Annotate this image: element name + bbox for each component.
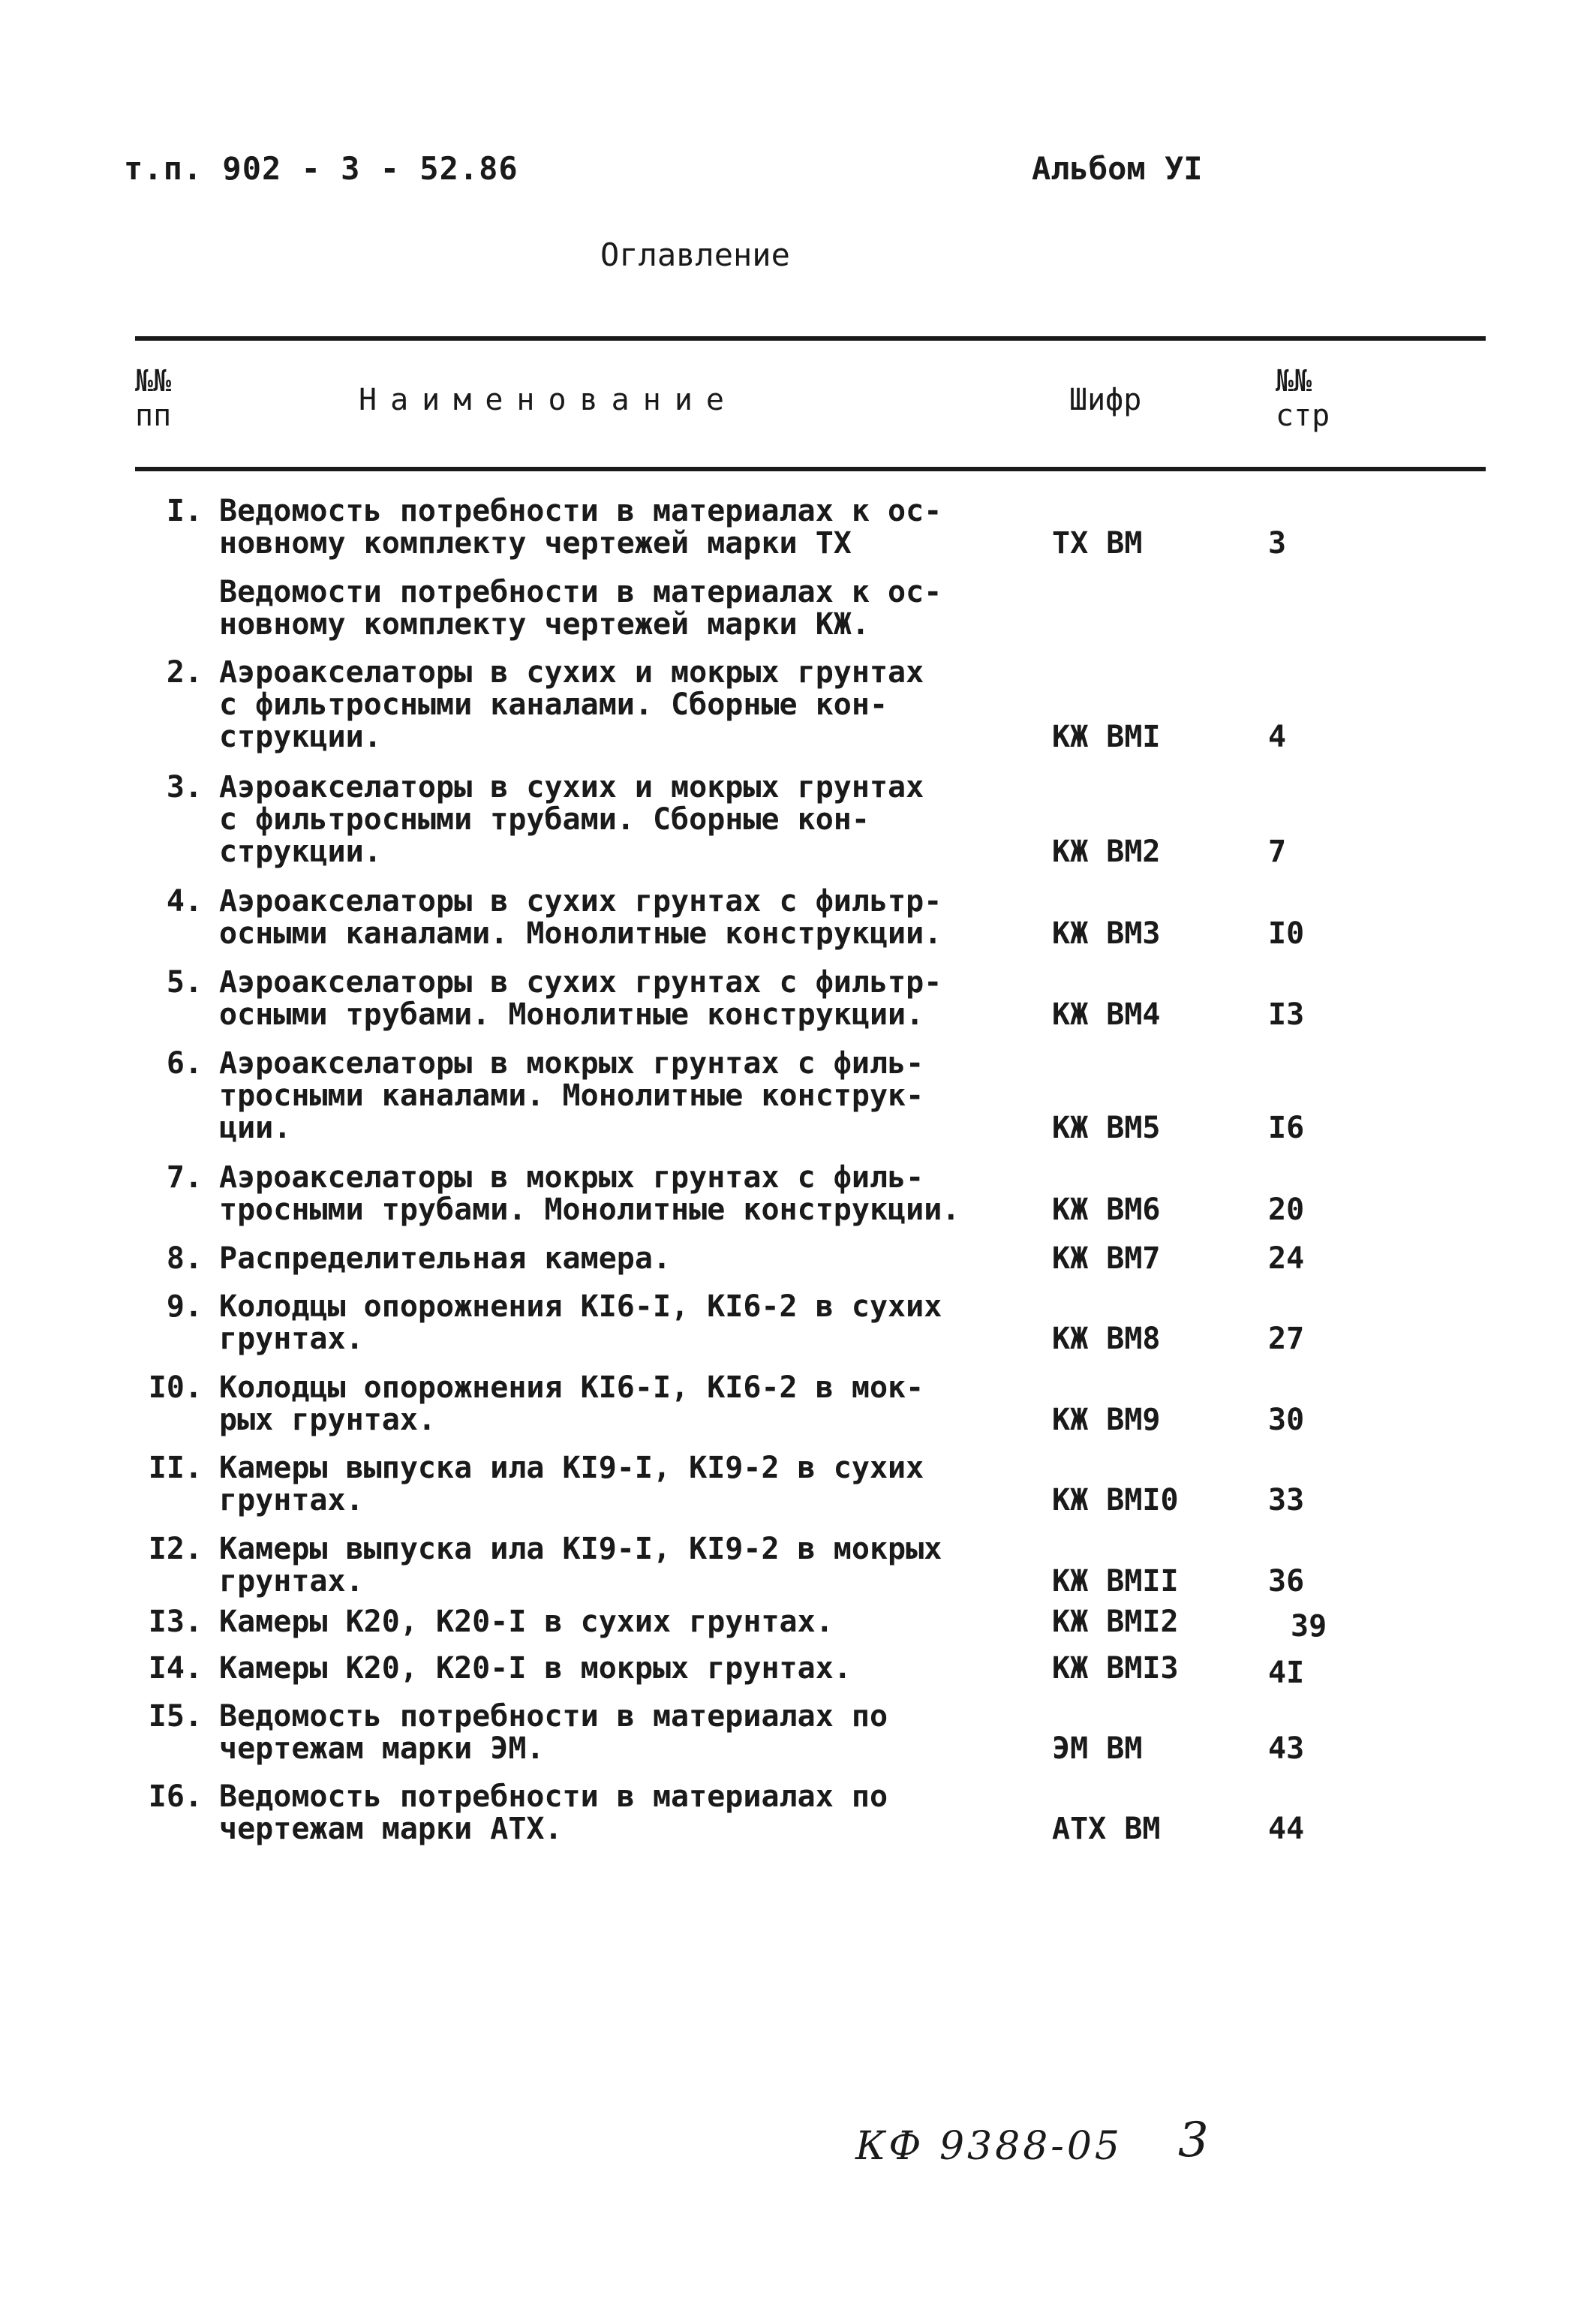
- row-code: АТХ ВМ: [1052, 1812, 1161, 1846]
- row-page: 33: [1268, 1483, 1305, 1517]
- row-page: 20: [1268, 1193, 1305, 1227]
- row-page: 39: [1291, 1609, 1327, 1644]
- row-number: I2.: [148, 1532, 203, 1566]
- row-page: 27: [1268, 1322, 1305, 1356]
- row-number: II.: [148, 1451, 203, 1485]
- page-title: Оглавление: [600, 236, 790, 273]
- row-code: КЖ ВМ3: [1052, 916, 1161, 951]
- row-name: Ведомость потребности в материалах по чертежам марки АТХ.: [219, 1779, 888, 1846]
- row-name: Камеры К20, К20-I в мокрых грунтах.: [219, 1651, 852, 1686]
- row-code: КЖ ВМ2: [1052, 835, 1161, 869]
- row-number: I6.: [148, 1779, 203, 1814]
- row-name: Ведомость потребности в материалах по чертежам марки ЭМ.: [219, 1699, 888, 1766]
- row-number: 8.: [166, 1241, 203, 1276]
- column-header-page: №№ стр: [1276, 364, 1330, 433]
- row-page: I0: [1268, 916, 1305, 951]
- row-code: КЖ ВМ7: [1052, 1241, 1161, 1276]
- row-code: КЖ ВМI0: [1052, 1483, 1179, 1517]
- row-code: КЖ ВМI: [1052, 720, 1161, 754]
- archive-code: КФ 9388-05: [855, 2124, 1123, 2169]
- row-number: 7.: [166, 1160, 203, 1195]
- row-number: 5.: [166, 965, 203, 1000]
- row-page: 3: [1268, 526, 1287, 561]
- row-code: КЖ ВМ5: [1052, 1111, 1161, 1145]
- row-number: 6.: [166, 1046, 203, 1081]
- row-code: КЖ ВМ8: [1052, 1322, 1161, 1356]
- column-header-number: №№ пп: [135, 364, 172, 433]
- table-top-rule: [135, 336, 1486, 341]
- row-number: I4.: [148, 1651, 203, 1686]
- row-page: I6: [1268, 1111, 1305, 1145]
- column-header-name: Наименование: [359, 383, 738, 417]
- row-page: 44: [1268, 1812, 1305, 1846]
- row-page: 43: [1268, 1731, 1305, 1766]
- row-page: 7: [1268, 835, 1287, 869]
- row-name: Колодцы опорожнения КI6-I, КI6-2 в сухих грунтах.: [219, 1289, 942, 1356]
- row-page: 30: [1268, 1403, 1305, 1437]
- row-number: I.: [166, 494, 203, 528]
- row-name: Камеры выпуска ила КI9-I, КI9-2 в сухих грунтах.: [219, 1451, 924, 1517]
- row-name: Колодцы опорожнения КI6-I, КI6-2 в мок- рых грунтах.: [219, 1370, 924, 1437]
- row-name: Аэроакселаторы в сухих и мокрых грунтах с фильтросными трубами. Сборные кон- струкции.: [219, 770, 924, 869]
- row-name: Распределительная камера.: [219, 1241, 672, 1276]
- row-code: КЖ ВМ4: [1052, 997, 1161, 1032]
- column-header-code: Шифр: [1069, 383, 1142, 417]
- row-name: Аэроакселаторы в мокрых грунтах с филь- тросными каналами. Монолитные конструк- ции.: [219, 1046, 924, 1145]
- row-page: 36: [1268, 1564, 1305, 1599]
- row-code: КЖ ВМI3: [1052, 1651, 1179, 1686]
- row-page: 24: [1268, 1241, 1305, 1276]
- row-name: Камеры К20, К20-I в сухих грунтах.: [219, 1605, 834, 1639]
- row-code: КЖ ВМII: [1052, 1564, 1179, 1599]
- row-page: I3: [1268, 997, 1305, 1032]
- row-code: КЖ ВМ9: [1052, 1403, 1161, 1437]
- row-code: КЖ ВМ6: [1052, 1193, 1161, 1227]
- row-name: Ведомости потребности в материалах к ос- новному комплекту чертежей марки КЖ.: [219, 575, 942, 642]
- row-code: ТХ ВМ: [1052, 526, 1143, 561]
- row-name: Аэроакселаторы в сухих грунтах с фильтр- осными трубами. Монолитные конструкции.: [219, 965, 942, 1032]
- row-code: КЖ ВМI2: [1052, 1605, 1179, 1639]
- table-header-rule: [135, 467, 1486, 471]
- row-number: 3.: [166, 770, 203, 805]
- row-number: I0.: [148, 1370, 203, 1405]
- row-name: Аэроакселаторы в мокрых грунтах с филь- тросными трубами. Монолитные конструкции.: [219, 1160, 960, 1227]
- row-name: Камеры выпуска ила КI9-I, КI9-2 в мокрых грунтах.: [219, 1532, 942, 1599]
- row-number: I3.: [148, 1605, 203, 1639]
- document-code: т.п. 902 - 3 - 52.86: [124, 150, 518, 187]
- row-page: 4: [1268, 720, 1287, 754]
- row-name: Аэроакселаторы в сухих и мокрых грунтах с фильтросными каналами. Сборные кон- струкции.: [219, 655, 924, 754]
- row-number: 4.: [166, 884, 203, 919]
- row-name: Аэроакселаторы в сухих грунтах с фильтр- осными каналами. Монолитные конструкции.: [219, 884, 942, 951]
- album-label: Альбом УI: [1032, 150, 1203, 187]
- row-page: 4I: [1268, 1656, 1305, 1690]
- row-name: Ведомость потребности в материалах к ос- новному комплекту чертежей марки ТХ: [219, 494, 942, 561]
- row-number: 2.: [166, 655, 203, 690]
- row-number: I5.: [148, 1699, 203, 1734]
- row-number: 9.: [166, 1289, 203, 1324]
- page-number: 3: [1178, 2113, 1209, 2168]
- row-code: ЭМ ВМ: [1052, 1731, 1143, 1766]
